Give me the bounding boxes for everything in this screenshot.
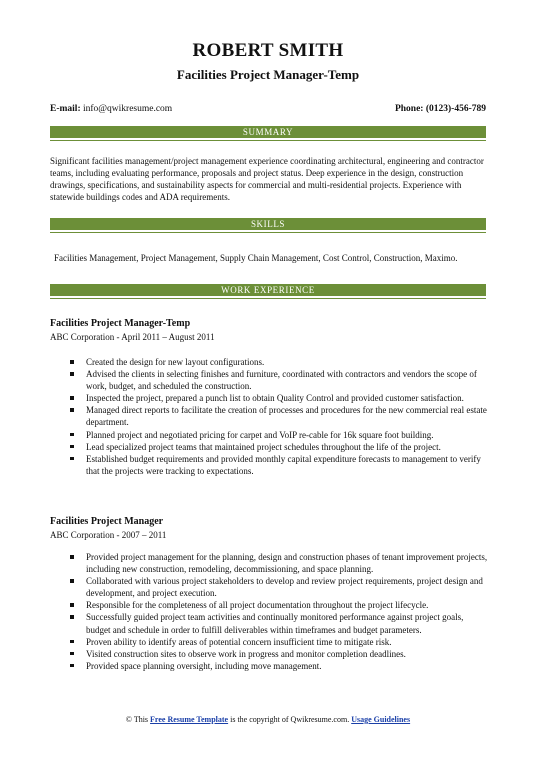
job-bullet-list [50, 551, 488, 672]
job-bullet-list [50, 356, 488, 477]
footer-prefix: © This [125, 715, 149, 724]
skills-divider [50, 232, 486, 233]
job-bullet: Provided space planning oversight, including move management. [70, 660, 488, 672]
job-company-dates: ABC Corporation - 2007 – 2011 [50, 530, 167, 540]
job-bullet: Created the design for new layout configurations. [70, 356, 488, 368]
phone-line [395, 104, 486, 114]
job-bullet: Inspected the project, prepared a punch list to obtain Quality Control and provided customer satisfaction. [70, 392, 488, 404]
free-resume-template-link[interactable]: Free Resume Template [150, 715, 229, 724]
job-company-dates: ABC Corporation - April 2011 – August 2011 [50, 332, 215, 342]
phone-label: Phone: [394, 104, 424, 114]
job-bullet: Advised the clients in selecting finishes and furniture, coordinated with contractors and vendors the scope of work, budget, and scheduled the construction. [70, 368, 488, 392]
skills-section-header: SKILLS [50, 218, 486, 230]
email-value: info@qwikresume.com [82, 104, 173, 114]
experience-section-header: WORK EXPERIENCE [50, 284, 486, 296]
usage-guidelines-link[interactable]: Usage Guidelines [351, 715, 411, 724]
candidate-name: ROBERT SMITH [192, 40, 344, 61]
phone-value: (0123)-456-789 [425, 104, 486, 114]
job-title: Facilities Project Manager-Temp [50, 318, 191, 329]
summary-section-header: SUMMARY [50, 126, 486, 138]
footer-middle: is the copyright of Qwikresume.com. [230, 715, 350, 724]
job-bullet: Proven ability to identify areas of potential concern insufficient time to mitigate risk. [70, 636, 488, 648]
email-label: E-mail: [50, 104, 81, 114]
job-bullet: Collaborated with various project stakeholders to develop and review project requirements, project design and development, and project execution. [70, 575, 488, 599]
email-line [50, 104, 172, 114]
skills-text: Facilities Management, Project Management, Supply Chain Management, Cost Control, Construction, Maximo. [54, 253, 458, 263]
summary-divider [50, 140, 486, 141]
job-bullet: Planned project and negotiated pricing for carpet and VoIP re-cable for 16k square foot building. [70, 429, 488, 441]
job-bullet: Managed direct reports to facilitate the creation of processes and procedures for the new commercial real estate department. [70, 404, 488, 428]
copyright-footer [50, 715, 486, 724]
summary-text: Significant facilities management/project management experience coordinating architectural, engineering and contractor teams, including evaluating performance, proposals and project status. Deep experience in the design, construction drawings, specifications, and sustainability aspects for commercial and multi-residential projects. Experience with statewide buildings codes and ADA requirements. [50, 156, 484, 202]
job-bullet: Provided project management for the planning, design and construction phases of tenant improvement projects, including new construction, remodeling, decommissioning, and space planning. [70, 551, 488, 575]
candidate-title: Facilities Project Manager-Temp [176, 67, 360, 82]
job-bullet: Successfully guided project team activities and continually monitored performance against project goals, budget and schedule in order to fulfill deliverables within timeframes and budget parameters. [70, 611, 488, 635]
job-bullet: Lead specialized project teams that maintained project schedules throughout the life of the project. [70, 441, 488, 453]
job-bullet: Established budget requirements and provided monthly capital expenditure forecasts to management to verify that the projects were tracking to expectations. [70, 453, 488, 477]
job-bullet: Visited construction sites to observe work in progress and monitor completion deadlines. [70, 648, 488, 660]
experience-divider [50, 298, 486, 299]
job-bullet: Responsible for the completeness of all project documentation throughout the project lifecycle. [70, 599, 488, 611]
job-title: Facilities Project Manager [50, 516, 164, 527]
